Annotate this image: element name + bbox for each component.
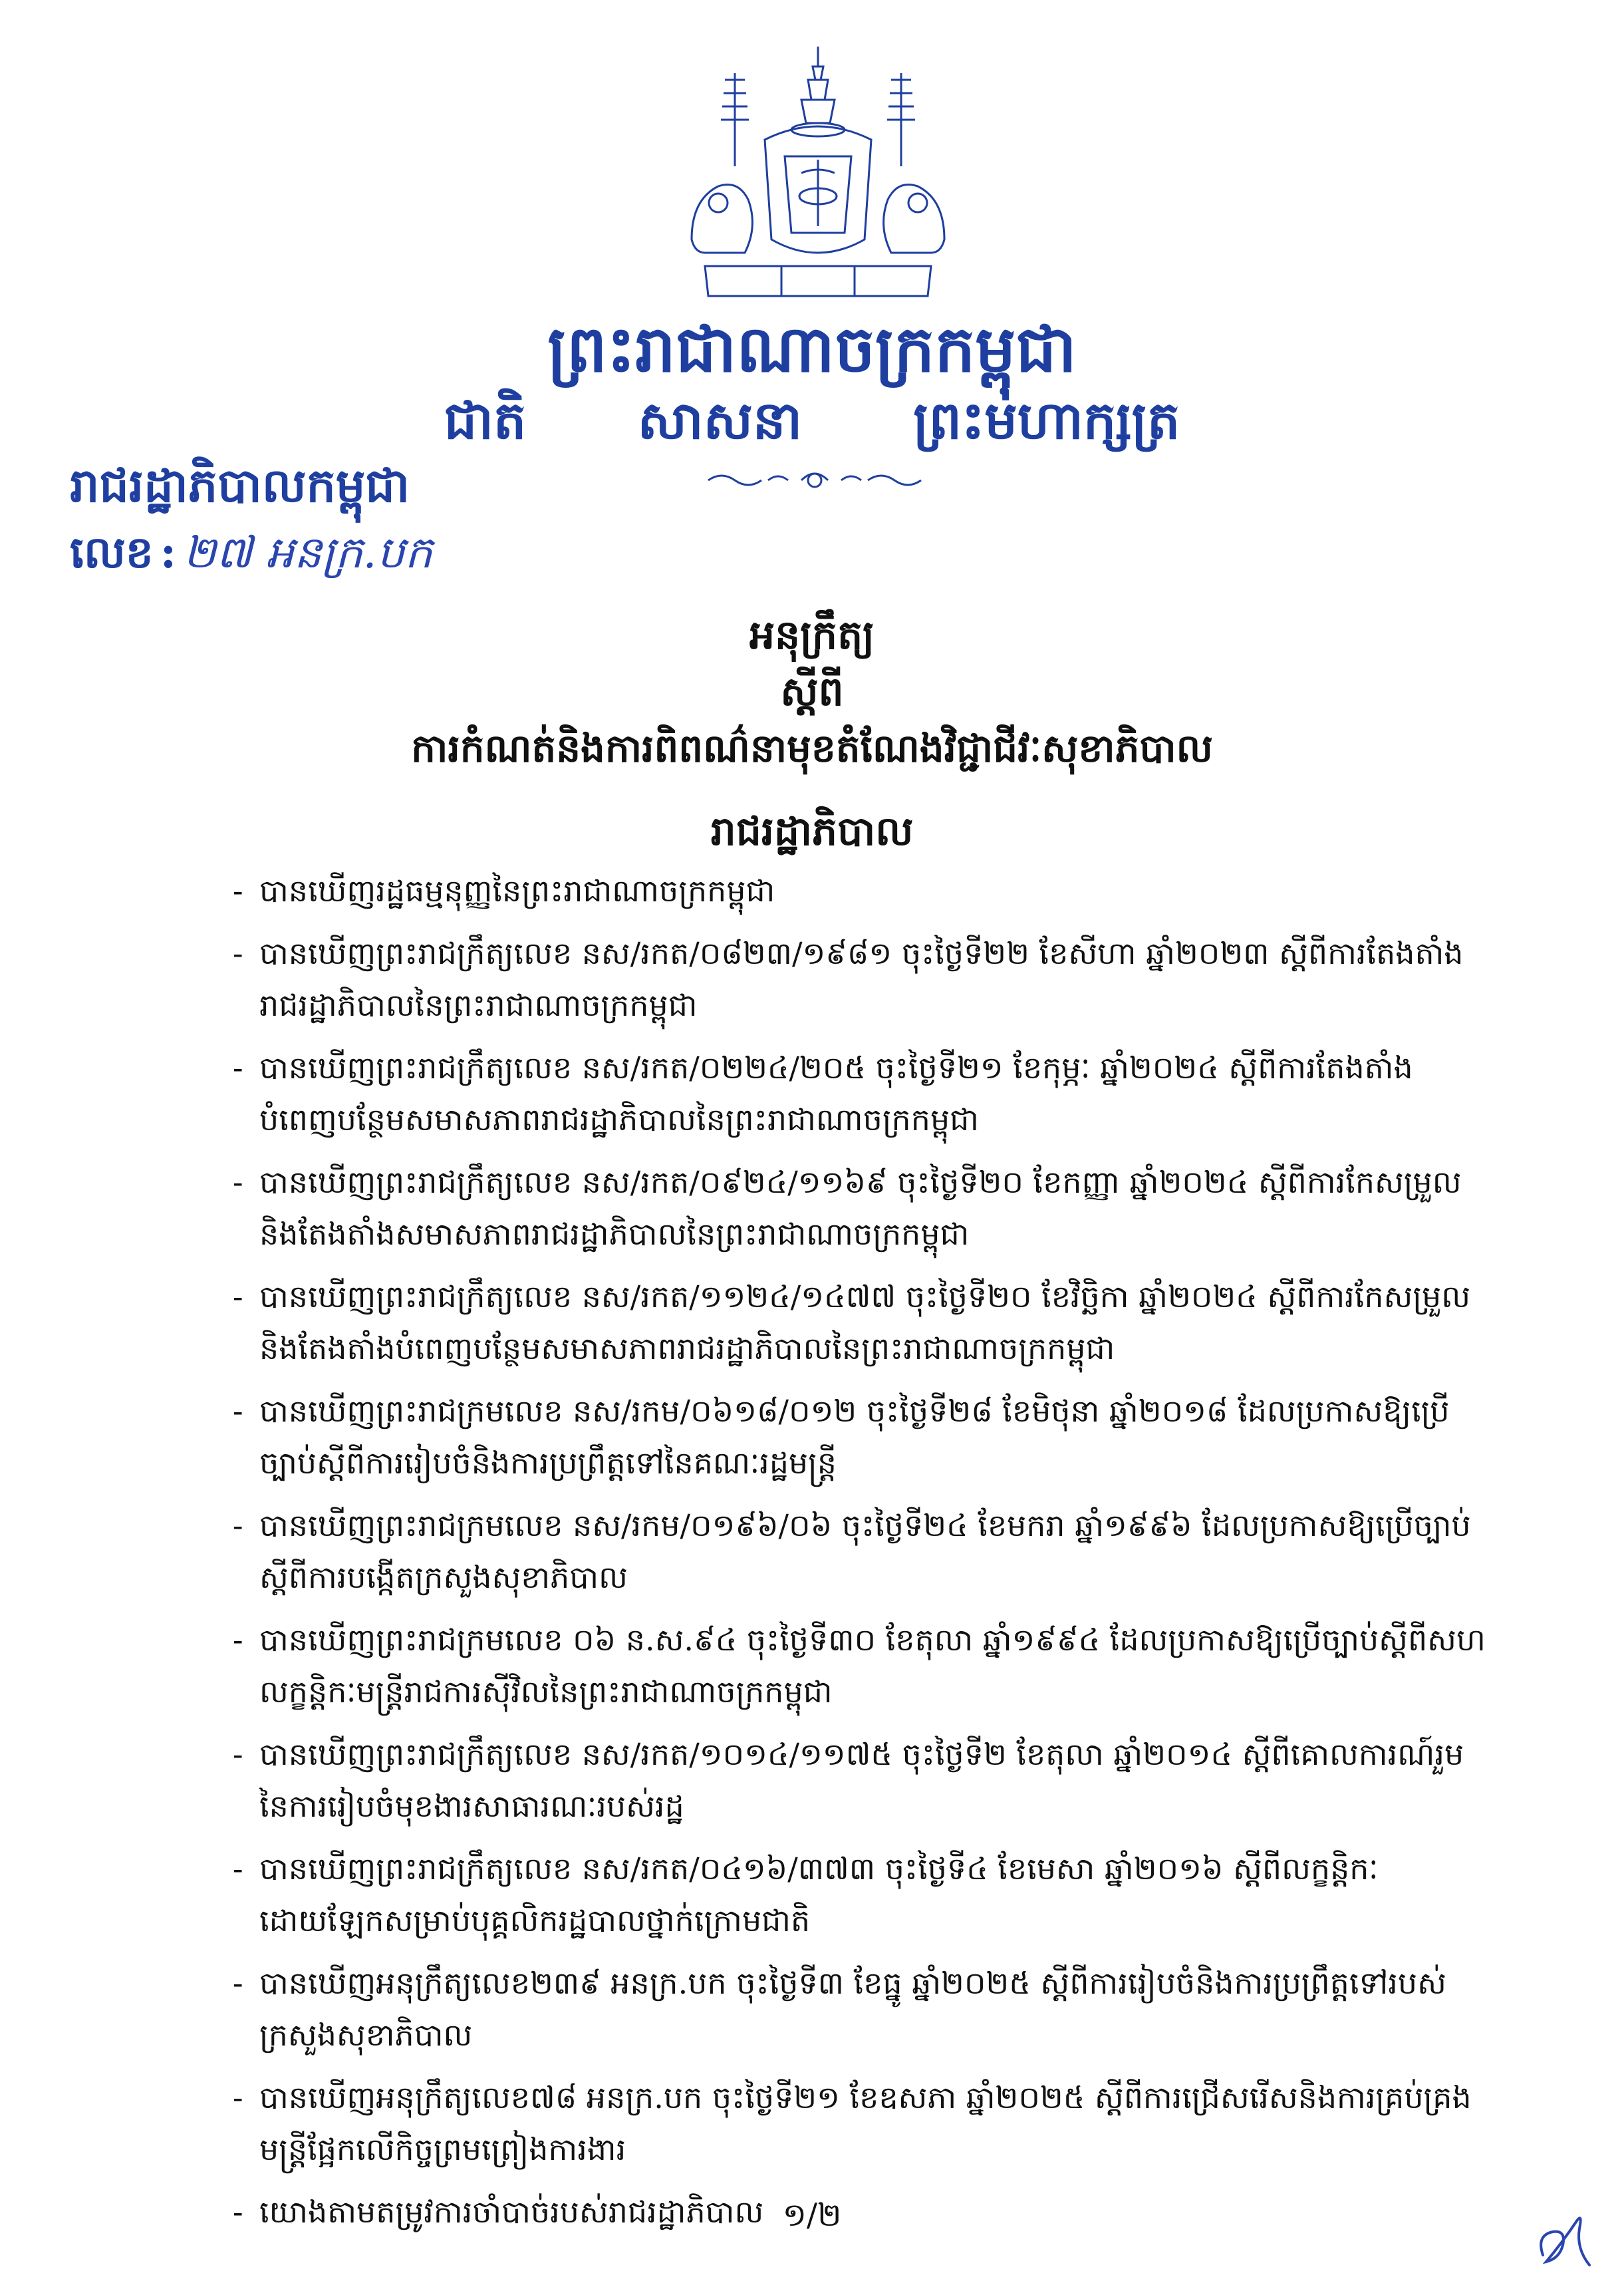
- document-subject: ការកំណត់និងការពិពណ៌នាមុខតំណែងវិជ្ជាជីវៈសុខាភិបាល: [411, 726, 1213, 771]
- document-type: អនុក្រឹត្យ: [749, 612, 875, 659]
- government-name: រាជរដ្ឋាភិបាលកម្ពុជា: [70, 458, 410, 513]
- list-item: - បានឃើញព្រះរាជក្រឹត្យលេខ នស/រកត/១១២៤/១៤៧៧ ចុះថ្ងៃទី២០ ខែវិច្ឆិកា ឆ្នាំ២០២៤ ស្តីពីការកែសម្រួលនិងតែងតាំងបំពេញបន្ថែមសមាសភាពរាជរដ្ឋាភិបាលនៃព្រះរាជាណាចក្រកម្ពុជា: [233, 1271, 1490, 1374]
- list-item: - បានឃើញព្រះរាជក្រមលេខ ០៦ ន.ស.៩៤ ចុះថ្ងៃទី៣០ ខែតុលា ឆ្នាំ១៩៩៤ ដែលប្រកាសឱ្យប្រើច្បាប់ស្តីពីសហលក្ខន្តិកៈមន្ត្រីរាជការស៊ីវិលនៃព្រះរាជាណាចក្រកម្ពុជា: [233, 1614, 1490, 1718]
- list-item: - បានឃើញព្រះរាជក្រឹត្យលេខ នស/រកត/០៨២៣/១៩៨១ ចុះថ្ងៃទី២២ ខែសីហា ឆ្នាំ២០២៣ ស្តីពីការតែងតាំងរាជរដ្ឋាភិបាលនៃព្រះរាជាណាចក្រកម្ពុជា: [233, 927, 1490, 1031]
- motto-religion: សាសនា: [637, 390, 803, 451]
- reference-label: លេខ: [70, 526, 154, 578]
- national-motto: [0, 389, 1624, 452]
- list-item: - បានឃើញរដ្ឋធម្មនុញ្ញនៃព្រះរាជាណាចក្រកម្ពុជា: [233, 865, 1490, 917]
- considerations-list: [233, 865, 1490, 2248]
- kingdom-name: ព្រះរាជាណាចក្រកម្ពុជា: [547, 311, 1077, 386]
- page-number: ១/២: [782, 2197, 842, 2234]
- reference-colon: :: [160, 526, 177, 578]
- list-item: - យោងតាមតម្រូវការចាំបាច់របស់រាជរដ្ឋាភិបាល: [233, 2186, 1490, 2238]
- list-item: - បានឃើញព្រះរាជក្រឹត្យលេខ នស/រកត/០៤១៦/៣៧៣ ចុះថ្ងៃទី៤ ខែមេសា ឆ្នាំ២០១៦ ស្តីពីលក្ខន្តិកៈដោយឡែកសម្រាប់បុគ្គលិករដ្ឋបាលថ្នាក់ក្រោមជាតិ: [233, 1843, 1490, 1946]
- decorative-divider-icon: [702, 466, 928, 495]
- list-item: - បានឃើញព្រះរាជក្រឹត្យលេខ នស/រកត/០៩២៤/១១៦៩ ចុះថ្ងៃទី២០ ខែកញ្ញា ឆ្នាំ២០២៤ ស្តីពីការកែសម្រួលនិងតែងតាំងសមាសភាពរាជរដ្ឋាភិបាលនៃព្រះរាជាណាចក្រកម្ពុជា: [233, 1156, 1490, 1260]
- list-item: - បានឃើញអនុក្រឹត្យលេខ៧៨ អនក្រ.បក ចុះថ្ងៃទី២១ ខែឧសភា ឆ្នាំ២០២៥ ស្តីពីការជ្រើសរើសនិងការគ្រប់គ្រងមន្ត្រីផ្អែកលើកិច្ចព្រមព្រៀងការងារ: [233, 2071, 1490, 2175]
- list-item: - បានឃើញព្រះរាជក្រមលេខ នស/រកម/០៦១៨/០១២ ចុះថ្ងៃទី២៨ ខែមិថុនា ឆ្នាំ២០១៨ ដែលប្រកាសឱ្យប្រើច្បាប់ស្តីពីការរៀបចំនិងការប្រព្រឹត្តទៅនៃគណៈរដ្ឋមន្ត្រី: [233, 1385, 1490, 1489]
- handwritten-initials-icon: [1530, 2202, 1596, 2275]
- motto-king: ព្រះមហាក្សត្រ: [913, 390, 1180, 451]
- royal-arms-icon: [665, 40, 971, 306]
- list-item: - បានឃើញព្រះរាជក្រឹត្យលេខ នស/រកត/០២២៤/២០៥ ចុះថ្ងៃទី២១ ខែកុម្ភៈ ឆ្នាំ២០២៤ ស្តីពីការតែងតាំងបំពេញបន្ថែមសមាសភាពរាជរដ្ឋាភិបាលនៃព្រះរាជាណាចក្រកម្ពុជា: [233, 1042, 1490, 1145]
- motto-nation: ជាតិ: [444, 390, 527, 451]
- list-item: - បានឃើញព្រះរាជក្រឹត្យលេខ នស/រកត/១០១៤/១១៧៥ ចុះថ្ងៃទី២ ខែតុលា ឆ្នាំ២០១៤ ស្តីពីគោលការណ៍រួមនៃការរៀបចំមុខងារសាធារណៈរបស់រដ្ឋ: [233, 1728, 1490, 1832]
- issuer-heading: រាជរដ្ឋាភិបាល: [710, 808, 914, 855]
- list-item: - បានឃើញអនុក្រឹត្យលេខ២៣៩ អនក្រ.បក ចុះថ្ងៃទី៣ ខែធ្នូ ឆ្នាំ២០២៥ ស្តីពីការរៀបចំនិងការប្រព្រឹត្តទៅរបស់ក្រសួងសុខាភិបាល: [233, 1957, 1490, 2061]
- document-about: ស្តីពី: [780, 669, 844, 715]
- reference-line: [70, 522, 432, 583]
- list-item: - បានឃើញព្រះរាជក្រមលេខ នស/រកម/០១៩៦/០៦ ចុះថ្ងៃទី២៤ ខែមករា ឆ្នាំ១៩៩៦ ដែលប្រកាសឱ្យប្រើច្បាប់ស្តីពីការបង្កើតក្រសួងសុខាភិបាល: [233, 1499, 1490, 1603]
- reference-number: ២៧ អនក្រ.បក: [183, 527, 433, 578]
